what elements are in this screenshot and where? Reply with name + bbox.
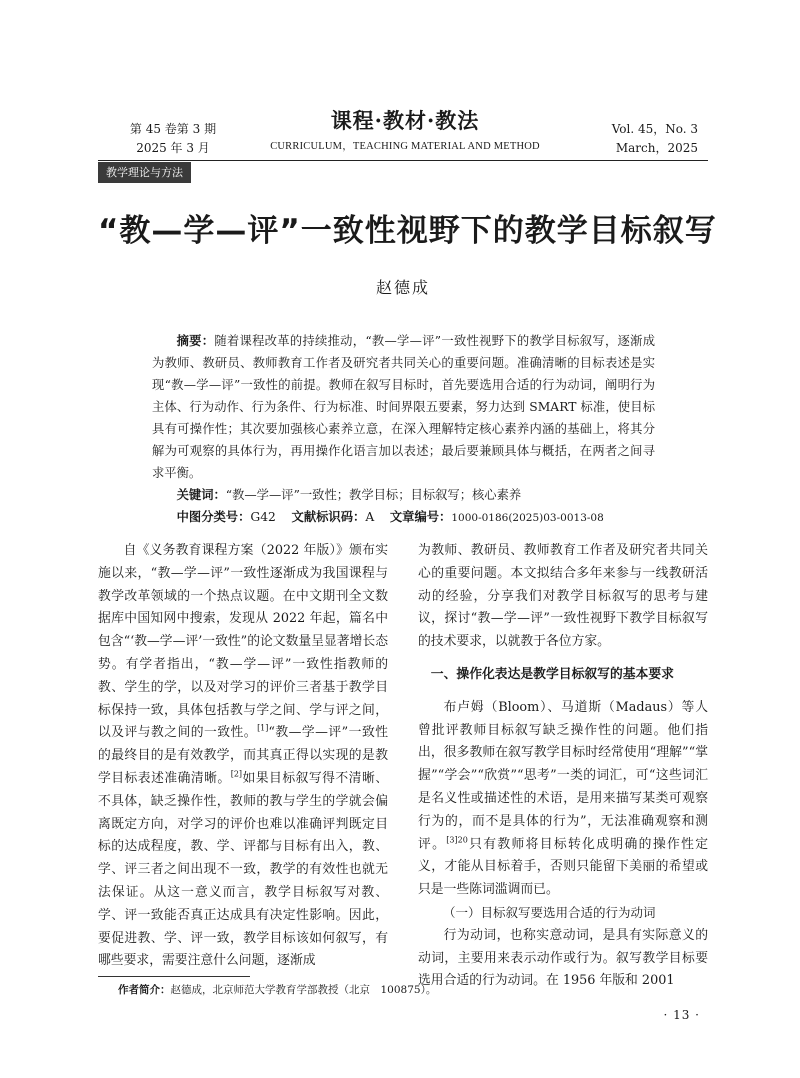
header-rule [98, 160, 708, 161]
doc-code-value: A [365, 510, 375, 524]
keywords-text: “教—学—评”一致性；教学目标；目标叙写；核心素养 [225, 488, 522, 502]
journal-title-en: CURRICULUM，TEACHING MATERIAL AND METHOD [270, 141, 540, 152]
author-footnote [118, 982, 678, 998]
journal-title: 课程·教材·教法 [330, 108, 480, 133]
header-volume-en: Vol. 45，No. 3 [611, 122, 698, 136]
body-paragraph: 为教师、教研员、教师教育工作者及研究者共同关心的重要问题。本文拟结合多年来参与一线教研活动的经验，分享我们对教学目标叙写的思考与建议，探讨“教—学—评”一致性视野下教学目标叙写的技术要求，以就教于各位方家。 [418, 543, 708, 650]
article-number-label: 文章编号： [389, 510, 452, 524]
header-issue-info [118, 120, 228, 158]
section-heading: 一、操作化表达是教学目标叙写的基本要求 [430, 666, 674, 682]
footnote-label: 作者简介： [118, 984, 171, 996]
header-date-cn: 2025 年 3 月 [136, 141, 210, 155]
article-number-value: 1000-0186(2025)03-0013-08 [451, 512, 604, 524]
citation-ref[interactable]: [2] [230, 769, 243, 779]
body-column-right [418, 540, 708, 993]
body-paragraph: 布卢姆（Bloom）、马道斯（Madaus）等人曾批评教师目标叙写缺乏操作性的问题。他们指出，很多教师在叙写教学目标时经常使用“理解”“掌握”“学会”“欣赏”“思考”一类的词汇，可“这些词汇是名义性或描述性的术语，是用来描写某类可观察行为的，而不是具体的行为”，无法准确观察和测评。$^{[3]20}$只有教师将目标转化成明确的操作性定义，才能从目标着手，否则只能留下美丽的希望或只是一些陈词滥调而已。 [418, 699, 709, 898]
subsection-heading: （一）目标叙写要选用合适的行为动词 [443, 904, 656, 920]
abstract-text: 随着课程改革的持续推动，“教—学—评”一致性视野下的教学目标叙写，逐渐成为教师、教研员、教师教育工作者及研究者共同关心的重要问题。准确清晰的目标表述是实现“教—学—评”一致性的前提。教师在叙写目标时，首先要选用合适的行为动词，阐明行为主体、行为动作、行为条件、行为标准、时间界限五要素，努力达到 SMART 标准，使目标具有可操作性；其次要加强核心素养立意，在深入理解特定核心素养内涵的基础上，将其分解为可观察的具体行为，再用操作化语言加以表述；最后要兼顾具体与概括，在两者之间寻求平衡。 [152, 334, 655, 480]
footnote-rule [98, 976, 250, 977]
abstract [152, 330, 655, 484]
article-title: “教—学—评”一致性视野下的教学目标叙写 [98, 213, 717, 249]
journal-masthead [260, 108, 550, 153]
body-column-left [98, 540, 388, 973]
citation-ref[interactable]: [1] [257, 724, 269, 734]
abstract-label: 摘要： [176, 334, 215, 348]
page-number: · 13 · [663, 1008, 700, 1022]
header-date-en: March，2025 [615, 141, 698, 155]
keywords [152, 484, 655, 506]
clc-value: G42 [250, 510, 276, 524]
article-author: 赵德成 [375, 278, 430, 297]
clc-label: 中图分类号： [176, 510, 251, 524]
keywords-label: 关键词： [176, 488, 226, 502]
doc-code-label: 文献标识码： [291, 510, 366, 524]
abstract-block [152, 330, 655, 529]
classification-line [152, 506, 655, 529]
body-paragraph: 自《义务教育课程方案（2022 年版）》颁布实施以来，“教—学—评”一致性逐渐成为我国课程与教学改革领域的一个热点议题。在中文期刊全文数据库中国知网中搜索，发现从 2022 年起，篇名中包含“‘教—学—评’一致性”的论文数量呈显著增长态势。有学者指出，“教—学—评”一致性指教师的教、学生的学，以及对学习的评价三者基于教学目标保持一致，具体包括教与学之间、学与评之间，以及评与教之间的一致性。[1]“教—学—评”一致性的最终目的是有效教学，而其真正得以实现的是教学目标表述准确清晰。[2]如果目标叙写得不清晰、不具体，缺乏操作性，教师的教与学生的学就会偏离既定方向，对学习的评价也难以准确评判既定目标的达成程度，教、学、评都与目标有出入，教、学、评三者之间出现不一致，教学的有效性也就无法保证。从这一意义而言，教学目标叙写对教、学、评一致能否真正达成具有决定性影响。因此，要促进教、学、评一致，教学目标该如何叙写，有哪些要求，需要注意什么问题，逐渐成 [98, 543, 389, 969]
body-paragraph: 行为动词，也称实意动词，是具有实际意义的动词，主要用来表示动作或行为。叙写教学目标要选用合适的行为动词。在 1956 年版和 2001 [418, 927, 708, 989]
header-volume-cn: 第 45 卷第 3 期 [129, 122, 217, 136]
header-issue-info-en [598, 120, 698, 158]
footnote-text: 赵德成，北京师范大学教育学部教授（北京 100875）。 [170, 984, 437, 996]
citation-ref[interactable]: [3]20 [446, 835, 468, 845]
category-tag: 教学理论与方法 [98, 162, 191, 183]
